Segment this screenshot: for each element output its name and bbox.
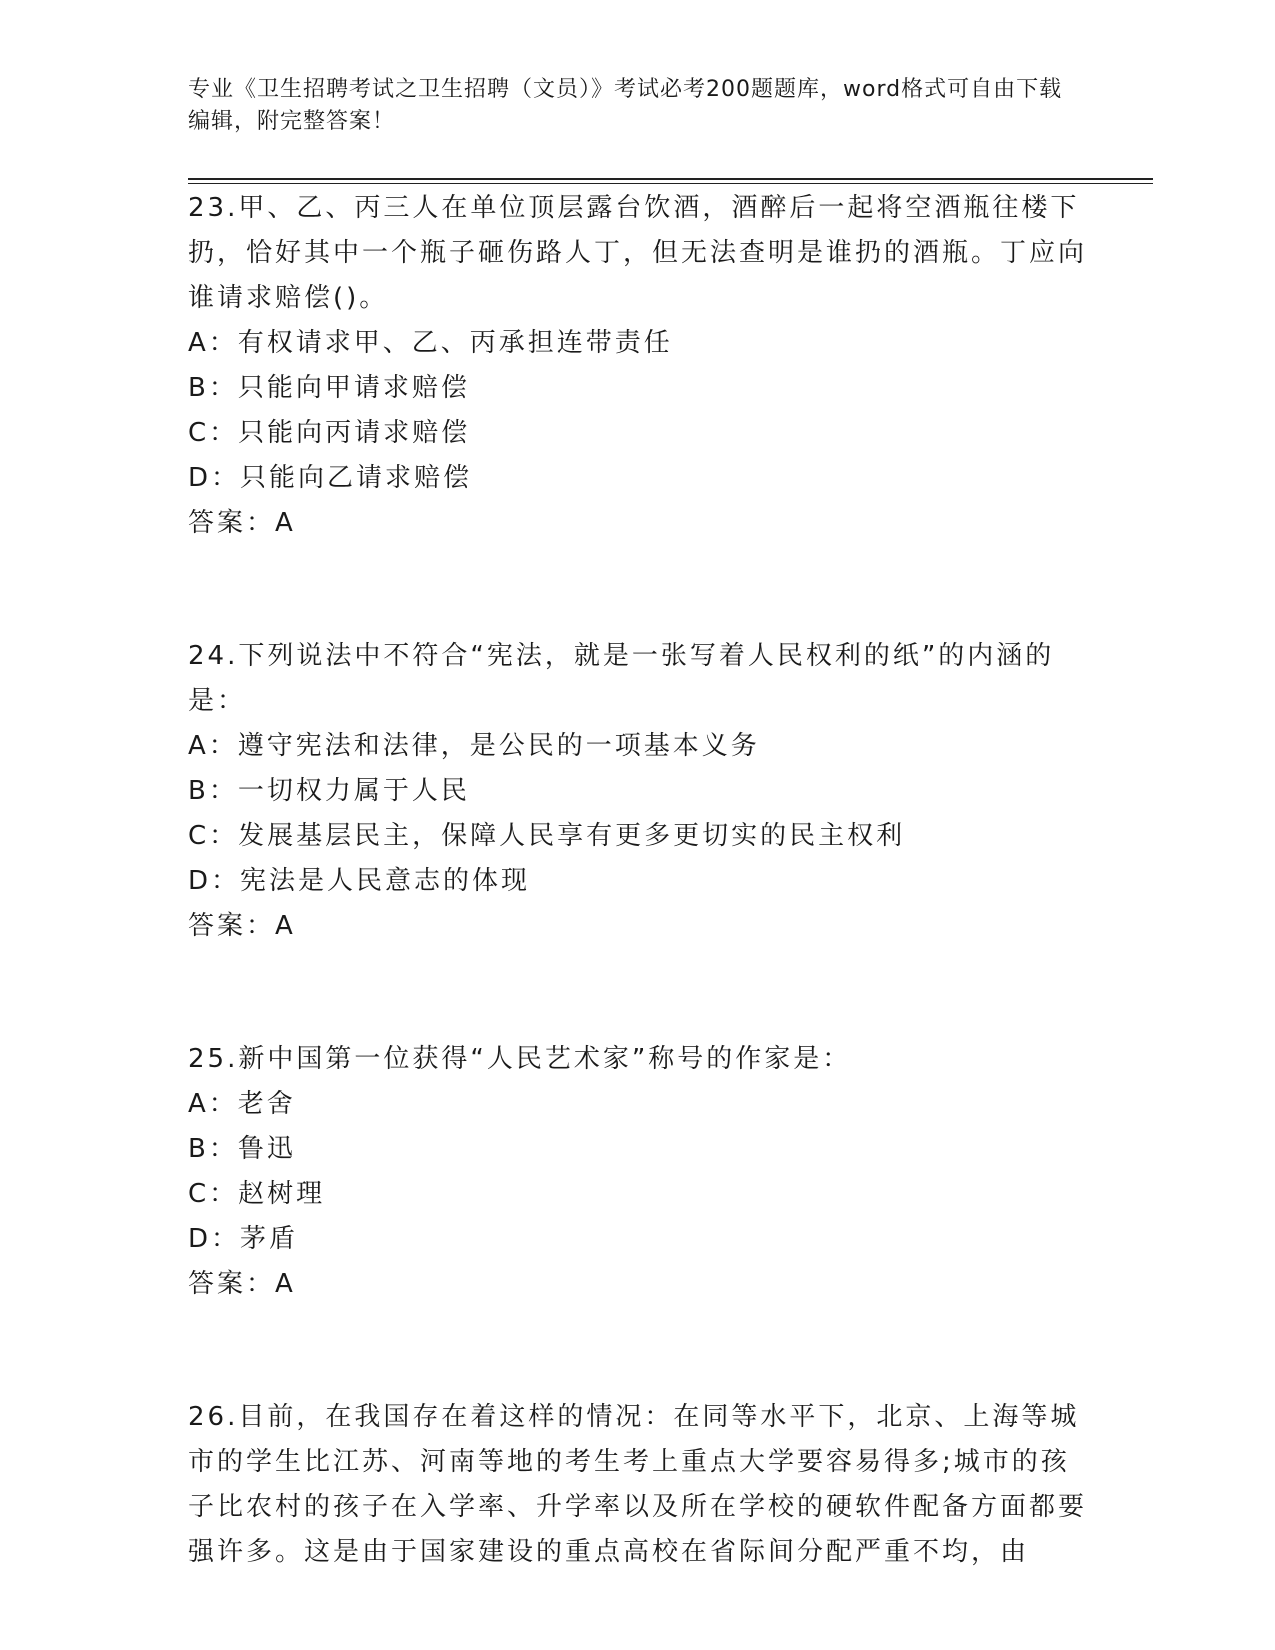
- question-stem: 26.目前，在我国存在着这样的情况：在同等水平下，北京、上海等城市的学生比江苏、河南等地的考生考上重点大学要容易得多;城市的孩子比农村的孩子在入学率、升学率以及所在学校的硬软件配备方面都要强许多。这是由于国家建设的重点高校在省际间分配严重不均，由: [188, 1402, 1088, 1567]
- question-stem: 25.新中国第一位获得“人民艺术家”称号的作家是：: [188, 1044, 852, 1074]
- question-stem: 23.甲、乙、丙三人在单位顶层露台饮酒，酒醉后一起将空酒瓶往楼下扔，恰好其中一个瓶子砸伤路人丁，但无法查明是谁扔的酒瓶。丁应向谁请求赔偿()。: [188, 193, 1088, 313]
- option-a: A：老舍: [188, 1089, 296, 1119]
- option-b: B：只能向甲请求赔偿: [188, 373, 470, 403]
- option-c: C：只能向丙请求赔偿: [188, 418, 471, 448]
- option-a: A：有权请求甲、乙、丙承担连带责任: [188, 328, 673, 358]
- option-d: D：茅盾: [188, 1224, 299, 1254]
- option-a: A：遵守宪法和法律，是公民的一项基本义务: [188, 731, 760, 761]
- header-rule-thin: [188, 183, 1153, 184]
- answer-line: 答案：A: [188, 1269, 296, 1299]
- question-stem: 24.下列说法中不符合“宪法，就是一张写着人民权利的纸”的内涵的是：: [188, 641, 1055, 716]
- option-b: B：鲁迅: [188, 1134, 296, 1164]
- option-d: D：只能向乙请求赔偿: [188, 463, 473, 493]
- question-item: [188, 1037, 1088, 1307]
- answer-line: 答案：A: [188, 508, 296, 538]
- option-b: B：一切权力属于人民: [188, 776, 470, 806]
- question-list: [188, 186, 1088, 1575]
- option-c: C：发展基层民主，保障人民享有更多更切实的民主权利: [188, 821, 906, 851]
- option-c: C：赵树理: [188, 1179, 326, 1209]
- question-item: [188, 186, 1088, 546]
- header-rule-thick: [188, 178, 1153, 180]
- question-item: [188, 634, 1088, 949]
- option-d: D：宪法是人民意志的体现: [188, 866, 531, 896]
- document-header: 专业《卫生招聘考试之卫生招聘（文员）》考试必考200题题库，word格式可自由下载编辑，附完整答案！: [188, 77, 1063, 134]
- question-item: [188, 1395, 1088, 1575]
- answer-line: 答案：A: [188, 911, 296, 941]
